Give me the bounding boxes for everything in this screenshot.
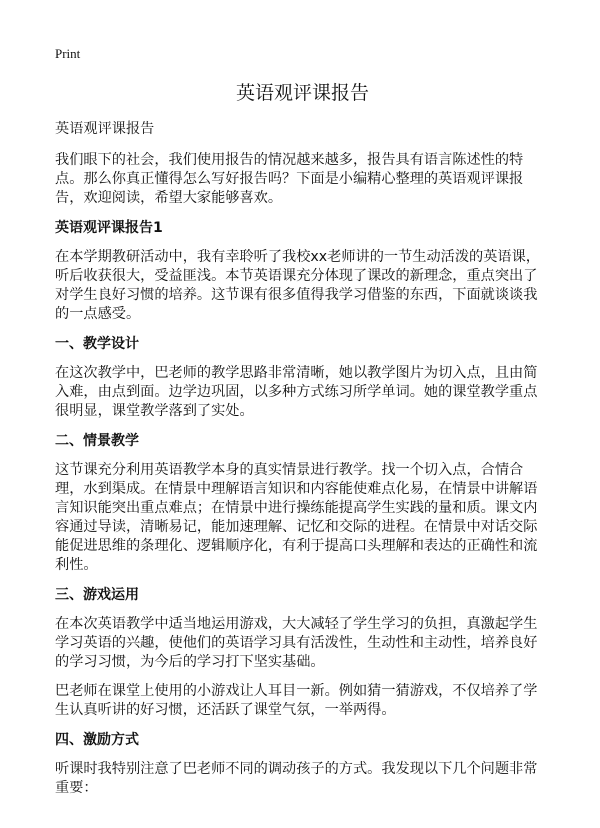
document-title: 英语观评课报告 bbox=[235, 82, 369, 104]
print-link[interactable]: Print bbox=[55, 46, 81, 61]
part-heading: 三、游戏运用 bbox=[55, 587, 139, 603]
part-heading: 二、情景教学 bbox=[55, 433, 139, 449]
document-body bbox=[55, 80, 550, 808]
part-paragraph: 在本次英语教学中适当地运用游戏，大大减轻了学生学习的负担，真激起学生学习英语的兴趣，使他们的英语学习具有活泼性，生动性和主动性，培养良好的学习习惯，为今后的学习打下坚实基础。 bbox=[55, 616, 538, 670]
part-heading: 一、教学设计 bbox=[55, 336, 139, 352]
intro-paragraph: 我们眼下的社会，我们使用报告的情况越来越多，报告具有语言陈述性的特点。那么你真正懂得怎么写好报告吗？下面是小编精心整理的英语观评课报告，欢迎阅读，希望大家能够喜欢。 bbox=[55, 152, 524, 206]
section-title: 英语观评课报告1 bbox=[55, 220, 163, 236]
document-subtitle: 英语观评课报告 bbox=[55, 121, 155, 137]
section-intro-paragraph: 在本学期教研活动中，我有幸聆听了我校xx老师讲的一节生动活泼的英语课，听后收获很大，受益匪浅。本节英语课充分体现了课改的新理念，重点突出了对学生良好习惯的培养。这节课有很多值得我学习借鉴的东西，下面就谈谈我的一点感受。 bbox=[55, 249, 540, 322]
part-paragraph: 在这次教学中，巴老师的教学思路非常清晰，她以教学图片为切入点，且由简入难，由点到面。边学边巩固，以多种方式练习所学单词。她的课堂教学重点很明显，课堂教学落到了实处。 bbox=[55, 365, 538, 419]
part-paragraph: 这节课充分利用英语教学本身的真实情景进行教学。找一个切入点，合情合理，水到渠成。在情景中理解语言知识和内容能使难点化易，在情景中讲解语言知识能突出重点难点；在情景中进行操练能提高学生实践的量和质。课文内容通过导读，清晰易记，能加速理解、记忆和交际的进程。在情景中对话交际能促进思维的条理化、逻辑顺序化，有利于提高口头理解和表达的正确性和流利性。 bbox=[55, 462, 538, 573]
part-heading: 四、激励方式 bbox=[55, 732, 139, 748]
part-paragraph: 巴老师在课堂上使用的小游戏让人耳目一新。例如猜一猜游戏，不仅培养了学生认真听讲的好习惯，还活跃了课堂气氛，一举两得。 bbox=[55, 683, 538, 718]
part-paragraph: 听课时我特别注意了巴老师不同的调动孩子的方式。我发现以下几个问题非常重要： bbox=[55, 761, 538, 796]
